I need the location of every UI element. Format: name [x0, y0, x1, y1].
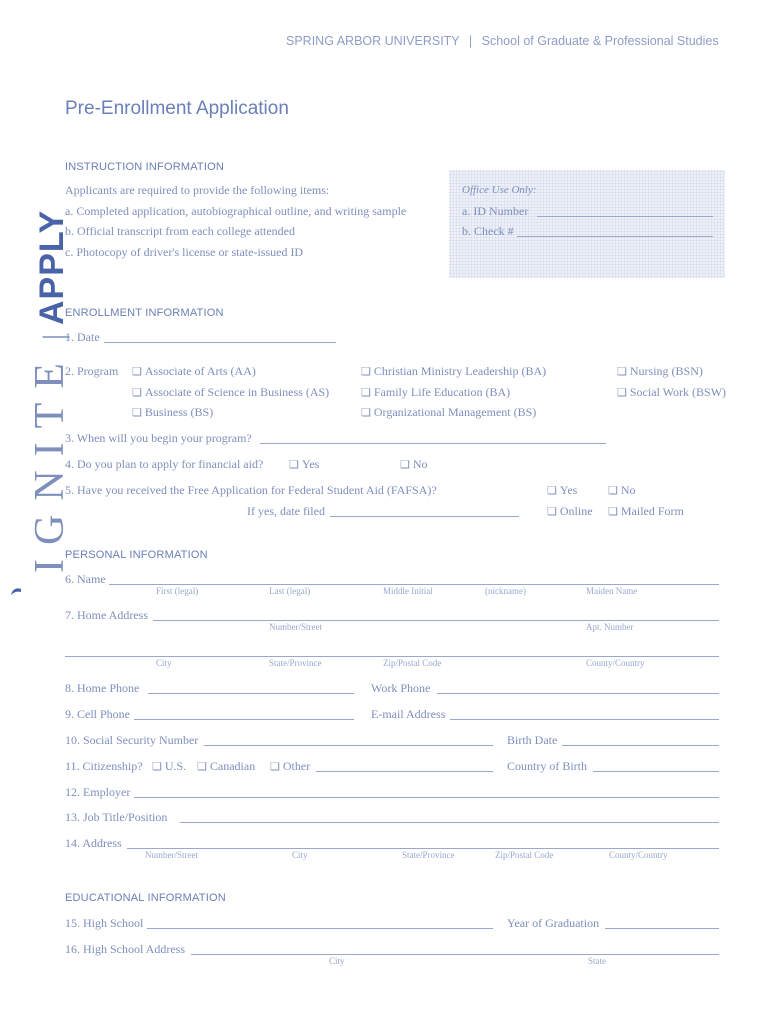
home-phone-field[interactable] [148, 693, 354, 694]
apply-text: APPLY [33, 209, 71, 326]
address-sub: City [292, 850, 308, 860]
instruction-heading: INSTRUCTION INFORMATION [65, 161, 224, 173]
employer-field[interactable] [134, 797, 719, 798]
year-graduation-label: Year of Graduation [507, 916, 600, 930]
id-number-label: a. ID Number [462, 204, 529, 218]
fafsa-no[interactable]: ❏ No [608, 483, 636, 497]
address-sub: State/Province [402, 850, 455, 860]
checkbox-icon[interactable]: ❏ [617, 366, 627, 378]
header-separator: | [468, 34, 473, 48]
high-school-field[interactable] [147, 928, 493, 929]
checkbox-icon[interactable]: ❏ [361, 407, 371, 419]
start-question: 3. When will you begin your program? [65, 431, 252, 445]
name-label: 6. Name [65, 572, 106, 586]
checkbox-icon[interactable]: ❏ [361, 387, 371, 399]
address-sub: Apt. Number [586, 622, 634, 632]
address-sub: Zip/Postal Code [383, 658, 442, 668]
checkbox-icon[interactable]: ❏ [400, 459, 410, 471]
school-name: School of Graduate & Professional Studies [481, 34, 719, 48]
check-label: b. Check # [462, 224, 514, 238]
banner-separator: | [37, 334, 70, 341]
date-filed-field[interactable] [330, 516, 519, 517]
checkbox-icon[interactable]: ❏ [197, 761, 207, 773]
home-address-city-field[interactable] [65, 656, 719, 657]
checkbox-icon[interactable]: ❏ [608, 506, 618, 518]
name-sub: Maiden Name [586, 586, 638, 596]
citizenship-other-field[interactable] [316, 771, 493, 772]
fafsa-question: 5. Have you received the Free Application for Federal Student Aid (FAFSA)? [65, 483, 437, 497]
check-field[interactable] [517, 236, 713, 237]
citizenship-other[interactable]: ❏ Other [270, 759, 311, 773]
instruction-item: b. Official transcript from each college attended [65, 224, 296, 238]
address-sub: Number/Street [145, 850, 198, 860]
checkbox-icon[interactable]: ❏ [132, 366, 142, 378]
country-birth-field[interactable] [593, 771, 719, 772]
hs-address-field[interactable] [191, 954, 719, 955]
office-use-title: Office Use Only: [462, 184, 537, 196]
program-option[interactable]: ❏ Family Life Education (BA) [361, 385, 511, 399]
name-sub: Last (legal) [269, 586, 311, 596]
start-field[interactable] [260, 443, 606, 444]
birth-date-label: Birth Date [507, 733, 558, 747]
email-label: E-mail Address [371, 707, 446, 721]
program-option[interactable]: ❏ Christian Ministry Leadership (BA) [361, 364, 547, 378]
financial-aid-no[interactable]: ❏ No [400, 457, 428, 471]
checkbox-icon[interactable]: ❏ [608, 485, 618, 497]
date-label: 1. Date [65, 330, 100, 344]
page-title: Pre-Enrollment Application [65, 98, 289, 119]
checkbox-icon[interactable]: ❏ [289, 459, 299, 471]
name-sub: Middle Initial [383, 586, 433, 596]
fafsa-yes[interactable]: ❏ Yes [547, 483, 578, 497]
university-name: SPRING ARBOR UNIVERSITY [286, 34, 460, 48]
program-label: 2. Program [65, 364, 119, 378]
address-label: 14. Address [65, 836, 122, 850]
address-sub: County/Country [609, 850, 668, 860]
address-sub: State/Province [269, 658, 322, 668]
address-sub: City [156, 658, 172, 668]
program-option[interactable]: ❏ Nursing (BSN) [617, 364, 703, 378]
name-sub: First (legal) [156, 586, 199, 596]
citizenship-label: 11. Citizenship? [65, 759, 143, 773]
instruction-item: a. Completed application, autobiographical outline, and writing sample [65, 204, 407, 218]
id-number-field[interactable] [537, 216, 713, 217]
checkbox-icon[interactable]: ❏ [617, 387, 627, 399]
enrollment-heading: ENROLLMENT INFORMATION [65, 307, 224, 319]
date-field[interactable] [104, 342, 336, 343]
hs-address-sub: State [588, 956, 606, 966]
checkbox-icon[interactable]: ❏ [361, 366, 371, 378]
header [286, 34, 719, 48]
citizenship-canadian[interactable]: ❏ Canadian [197, 759, 256, 773]
ssn-field[interactable] [204, 745, 493, 746]
employer-label: 12. Employer [65, 785, 131, 799]
financial-aid-question: 4. Do you plan to apply for financial aid? [65, 457, 264, 471]
address-field[interactable] [127, 848, 719, 849]
work-phone-field[interactable] [437, 693, 719, 694]
program-option[interactable]: ❏ Associate of Science in Business (AS) [132, 385, 330, 399]
program-option[interactable]: ❏ Associate of Arts (AA) [132, 364, 256, 378]
address-sub: County/Country [586, 658, 645, 668]
job-title-field[interactable] [180, 822, 719, 823]
year-graduation-field[interactable] [605, 928, 719, 929]
hs-address-sub: City [329, 956, 345, 966]
financial-aid-yes[interactable]: ❏ Yes [289, 457, 320, 471]
personal-heading: PERSONAL INFORMATION [65, 549, 208, 561]
date-filed-label: If yes, date filed [247, 504, 325, 518]
work-phone-label: Work Phone [371, 681, 431, 695]
fafsa-online[interactable]: ❏ Online [547, 504, 593, 518]
ignite-text: IGNITE [27, 349, 73, 573]
name-sub: (nickname) [485, 586, 526, 596]
cell-phone-label: 9. Cell Phone [65, 707, 130, 721]
birth-date-field[interactable] [562, 745, 719, 746]
program-option[interactable]: ❏ Organizational Management (BS) [361, 405, 537, 419]
instruction-intro: Applicants are required to provide the following items: [65, 183, 330, 197]
country-birth-label: Country of Birth [507, 759, 587, 773]
ssn-label: 10. Social Security Number [65, 733, 199, 747]
instruction-item: c. Photocopy of driver's license or state-issued ID [65, 245, 304, 259]
hs-address-label: 16. High School Address [65, 942, 185, 956]
name-field[interactable] [109, 584, 719, 585]
checkbox-icon[interactable]: ❏ [132, 407, 142, 419]
program-option[interactable]: ❏ Business (BS) [132, 405, 214, 419]
home-phone-label: 8. Home Phone [65, 681, 140, 695]
address-sub: Zip/Postal Code [495, 850, 554, 860]
job-title-label: 13. Job Title/Position [65, 810, 168, 824]
side-banner [26, 210, 74, 573]
checkbox-icon[interactable]: ❏ [547, 485, 557, 497]
high-school-label: 15. High School [65, 916, 144, 930]
education-heading: EDUCATIONAL INFORMATION [65, 892, 226, 904]
home-address-label: 7. Home Address [65, 608, 148, 622]
email-field[interactable] [450, 719, 719, 720]
checkbox-icon[interactable]: ❏ [132, 387, 142, 399]
citizenship-us[interactable]: ❏ U.S. [152, 759, 187, 773]
checkbox-icon[interactable]: ❏ [270, 761, 280, 773]
cell-phone-field[interactable] [134, 719, 354, 720]
address-sub: Number/Street [269, 622, 322, 632]
program-option[interactable]: ❏ Social Work (BSW) [617, 385, 727, 399]
checkbox-icon[interactable]: ❏ [547, 506, 557, 518]
home-address-field[interactable] [153, 620, 719, 621]
fafsa-mailed[interactable]: ❏ Mailed Form [608, 504, 684, 518]
checkbox-icon[interactable]: ❏ [152, 761, 162, 773]
flame-icon [10, 586, 22, 596]
